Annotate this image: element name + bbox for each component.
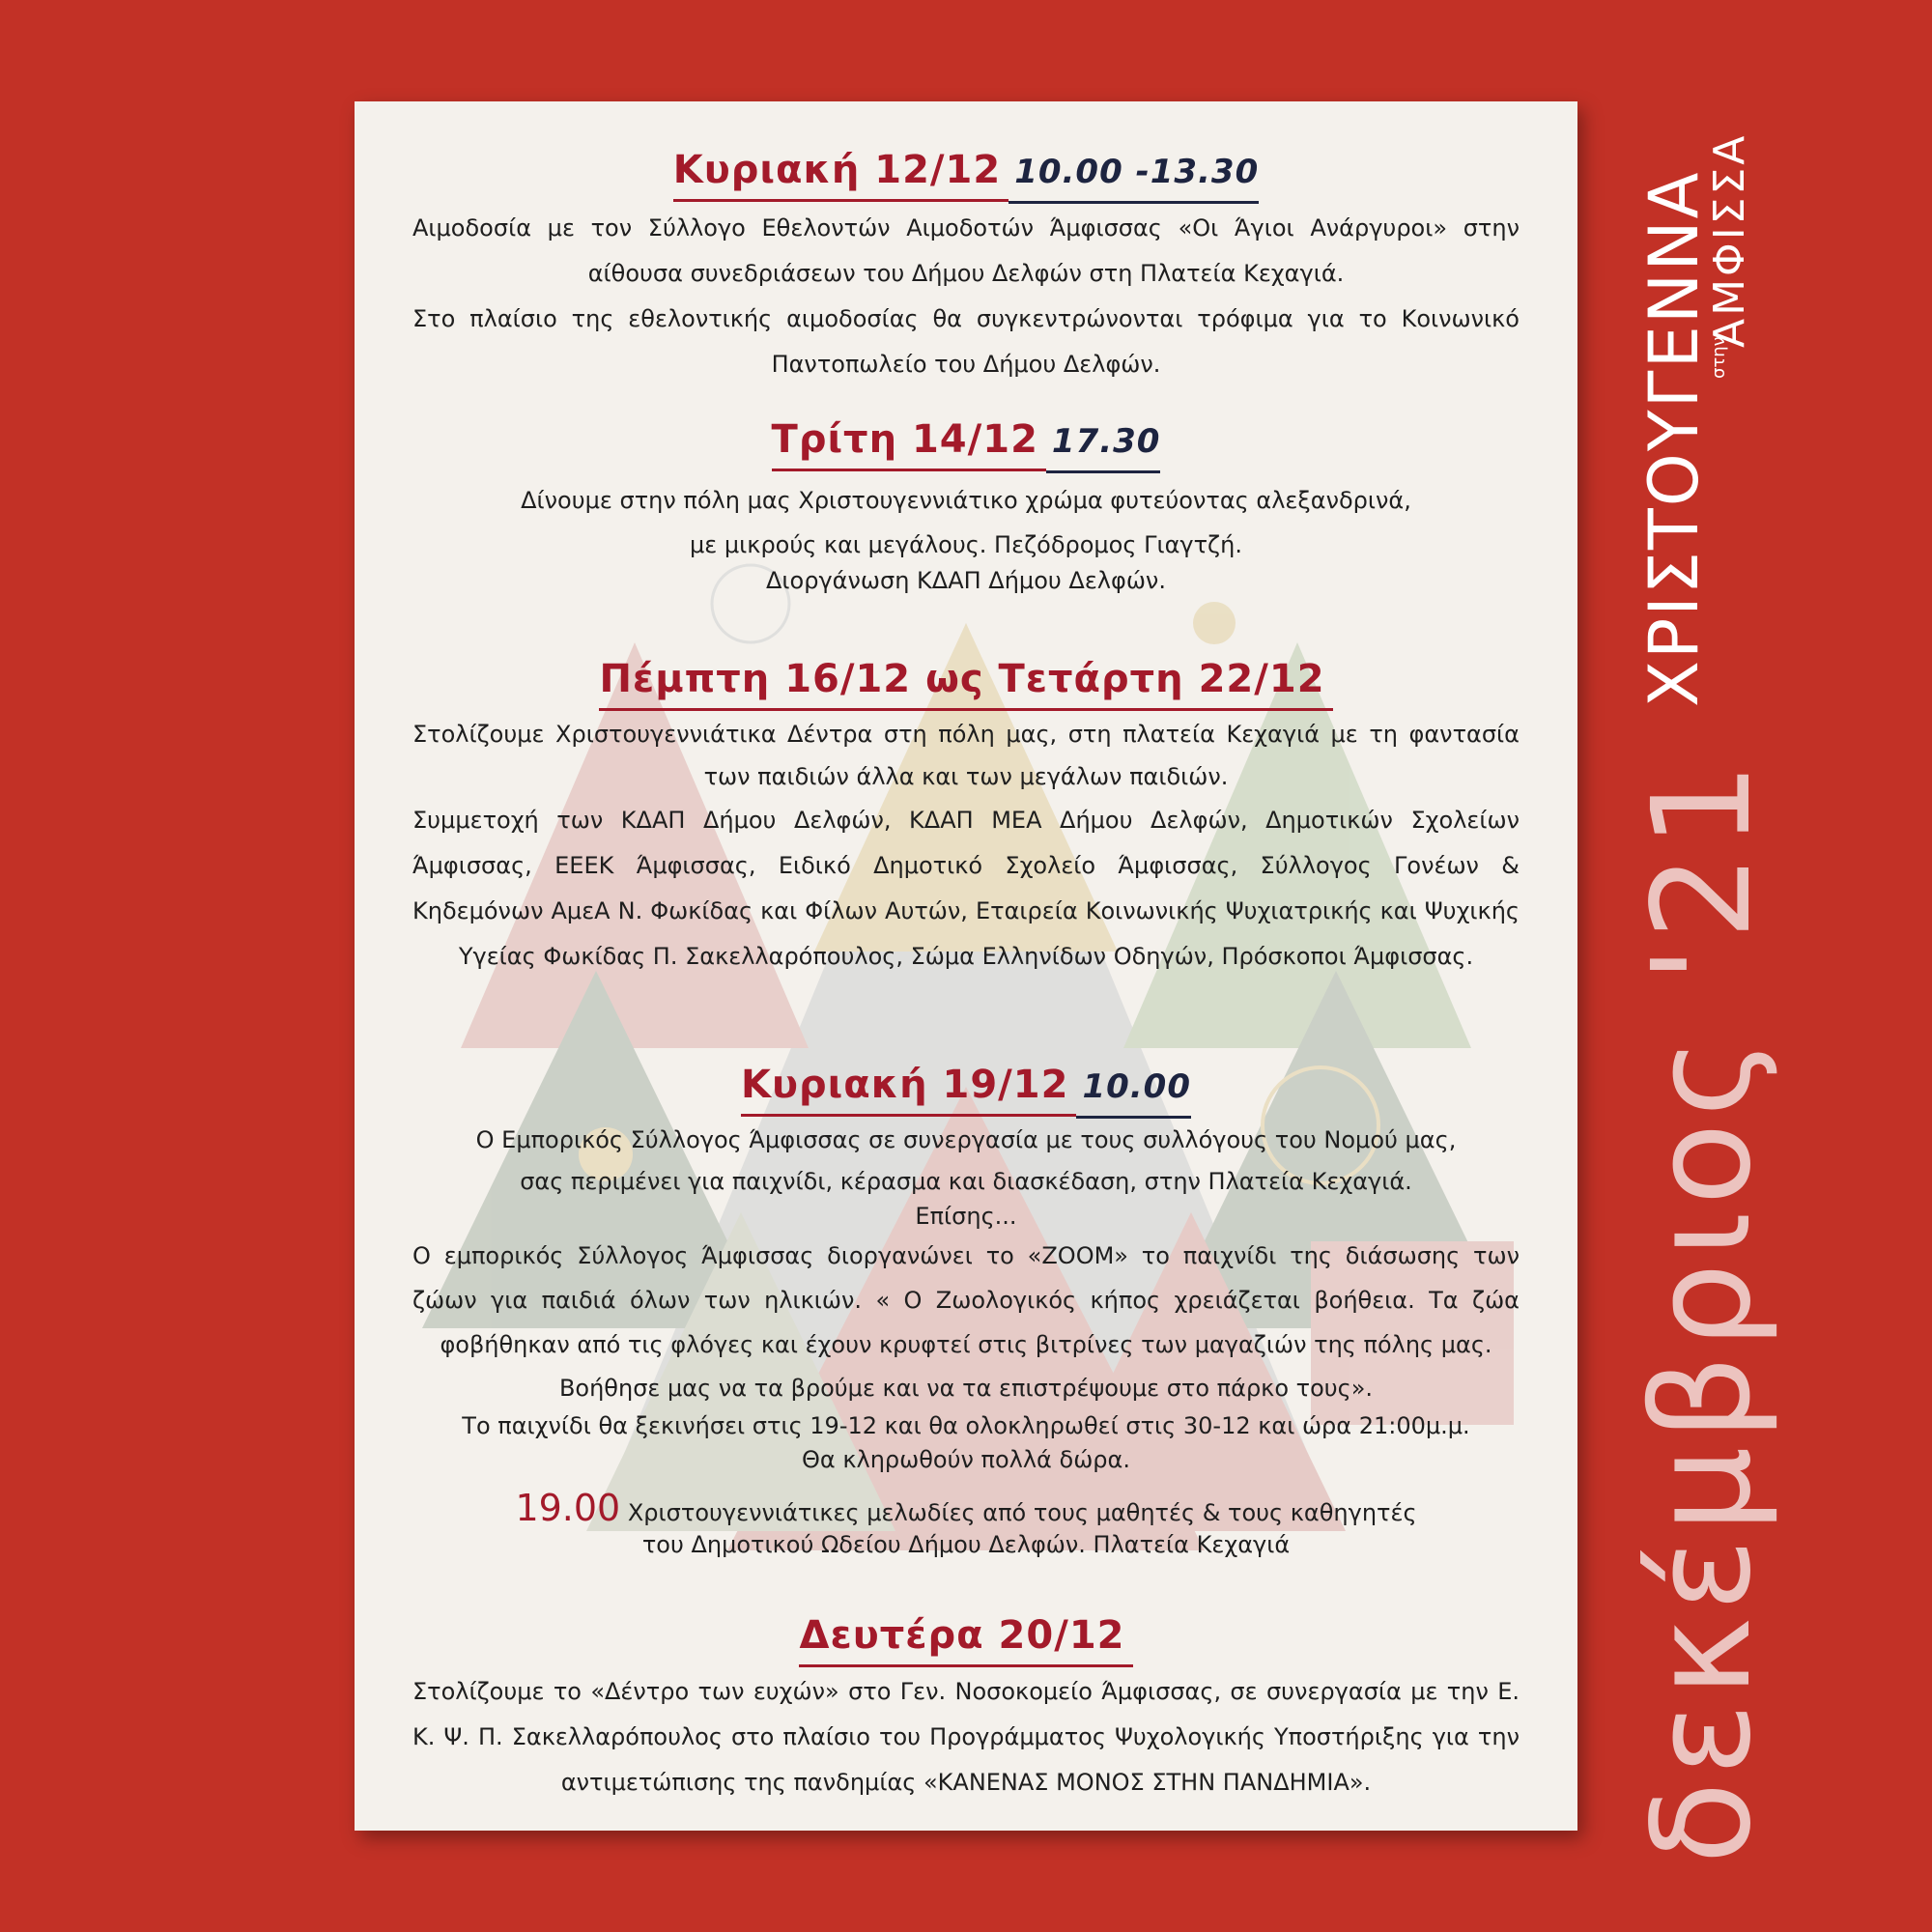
event-description: Στολίζουμε Χριστουγεννιάτικα Δέντρα στη πόλη μας, στη πλατεία Κεχαγιά με τη φαντασία των παιδιών άλλα και των μεγάλων παιδιών. <box>412 721 1520 790</box>
event-description: με μικρούς και μεγάλους. Πεζόδρομος Γιαγτζή. <box>690 531 1242 558</box>
event-description: Διοργάνωση ΚΔΑΠ Δήμου Δελφών. <box>766 567 1166 594</box>
preposition-label: στην <box>1709 336 1729 379</box>
christmas-title: ΧΡΙΣΤΟΥΓΕΝΝΑ <box>1634 170 1714 707</box>
event-2021-12-16-to-22 <box>412 652 1520 980</box>
event-description: Το παιχνίδι θα ξεκινήσει στις 19-12 και θα ολοκληρωθεί στις 30-12 και ώρα 21:00μ.μ. <box>462 1412 1470 1439</box>
event-2021-12-12 <box>412 143 1520 387</box>
event-heading <box>412 143 1520 204</box>
event-date: Κυριακή 19/12 <box>741 1058 1076 1117</box>
event-description: Συμμετοχή των ΚΔΑΠ Δήμου Δελφών, ΚΔΑΠ ΜΕΑ Δήμου Δελφών, Δημοτικών Σχολείων Άμφισσας, ΕΕΕΚ Άμφισσας, Ειδικό Δημοτικό Σχολείο Άμφισσας, Σύλλογος Γονέων & Κηδεμόνων ΑμεΑ Ν. Φωκίδας και Φίλων Αυτών, Εταιρεία Κοινωνικής Ψυχιατρικής και Ψυχικής Υγείας Φωκίδας Π. Σακελλαρόπουλος, Σώμα Ελληνίδων Οδηγών, Πρόσκοποι Άμφισσας. <box>412 807 1520 970</box>
event-time: 10.00 -13.30 <box>1009 145 1259 204</box>
event-time: 17.30 <box>1046 414 1161 473</box>
event-date: Δευτέρα 20/12 <box>799 1608 1132 1667</box>
event-time: 10.00 <box>1076 1060 1191 1119</box>
event-heading <box>412 412 1520 473</box>
event-description: Στολίζουμε το «Δέντρο των ευχών» στο Γεν. Νοσοκομείο Άμφισσας, σε συνεργασία με την Ε. Κ. Ψ. Π. Σακελλαρόπουλος στο πλαίσιο του Προγράμματος Ψυχολογικής Υποστήριξης για την αντιμετώπισης της πανδημίας «ΚΑΝΕΝΑΣ ΜΟΝΟΣ ΣΤΗΝ ΠΑΝΔΗΜΙΑ». <box>412 1678 1520 1796</box>
program-sheet <box>355 101 1577 1831</box>
program-content <box>355 101 1577 1831</box>
event-heading <box>412 652 1520 711</box>
event-heading <box>412 1058 1520 1119</box>
evening-description: Χριστουγεννιάτικες μελωδίες από τους μαθητές & τους καθηγητές <box>620 1499 1417 1526</box>
event-2021-12-20 <box>412 1608 1520 1805</box>
event-description: Βοήθησε μας να τα βρούμε και να τα επιστρέψουμε στο πάρκο τους». <box>558 1375 1374 1402</box>
event-heading <box>412 1608 1520 1667</box>
town-title: ΑΜΦΙΣΣΑ <box>1705 132 1754 348</box>
month-title: δεκέμβριος '21 <box>1624 755 1781 1864</box>
event-date: Κυριακή 12/12 <box>673 143 1009 202</box>
event-description: Στο πλαίσιο της εθελοντικής αιμοδοσίας θα συγκεντρώνονται τρόφιμα για το Κοινωνικό Παντοπωλείο του Δήμου Δελφών. <box>412 305 1520 378</box>
event-2021-12-19 <box>412 1058 1520 1562</box>
event-description: σας περιμένει για παιχνίδι, κέρασμα και διασκέδαση, στην Πλατεία Κεχαγιά. <box>520 1168 1412 1195</box>
event-date: Τρίτη 14/12 <box>772 412 1046 471</box>
event-description: Θα κληρωθούν πολλά δώρα. <box>802 1446 1130 1473</box>
event-description: Επίσης... <box>915 1203 1017 1230</box>
event-2021-12-14 <box>412 412 1520 598</box>
event-description: Αιμοδοσία με τον Σύλλογο Εθελοντών Αιμοδοτών Άμφισσας «Οι Άγιοι Ανάργυροι» στην αίθουσα συνεδριάσεων του Δήμου Δελφών στη Πλατεία Κεχαγιά. <box>412 214 1520 287</box>
event-date: Πέμπτη 16/12 ως Τετάρτη 22/12 <box>599 652 1332 711</box>
evening-description: του Δημοτικού Ωδείου Δήμου Δελφών. Πλατεία Κεχαγιά <box>641 1531 1291 1558</box>
event-description: Δίνουμε στην πόλη μας Χριστουγεννιάτικο χρώμα φυτεύοντας αλεξανδρινά, <box>521 487 1411 514</box>
evening-time: 19.00 <box>515 1487 621 1529</box>
evening-program <box>412 1487 1520 1534</box>
event-description: Ο εμπορικός Σύλλογος Άμφισσας διοργανώνει το «ZOOM» το παιχνίδι της διάσωσης των ζώων για παιδιά όλων των ηλικιών. « Ο Ζωολογικός κήπος χρειάζεται βοήθεια. Τα ζώα φοβήθηκαν από τις φλόγες και έχουν κρυφτεί στις βιτρίνες των μαγαζιών της πόλης μας. <box>412 1242 1520 1358</box>
event-description: Ο Εμπορικός Σύλλογος Άμφισσας σε συνεργασία με τους συλλόγους του Νομού μας, <box>475 1126 1457 1153</box>
